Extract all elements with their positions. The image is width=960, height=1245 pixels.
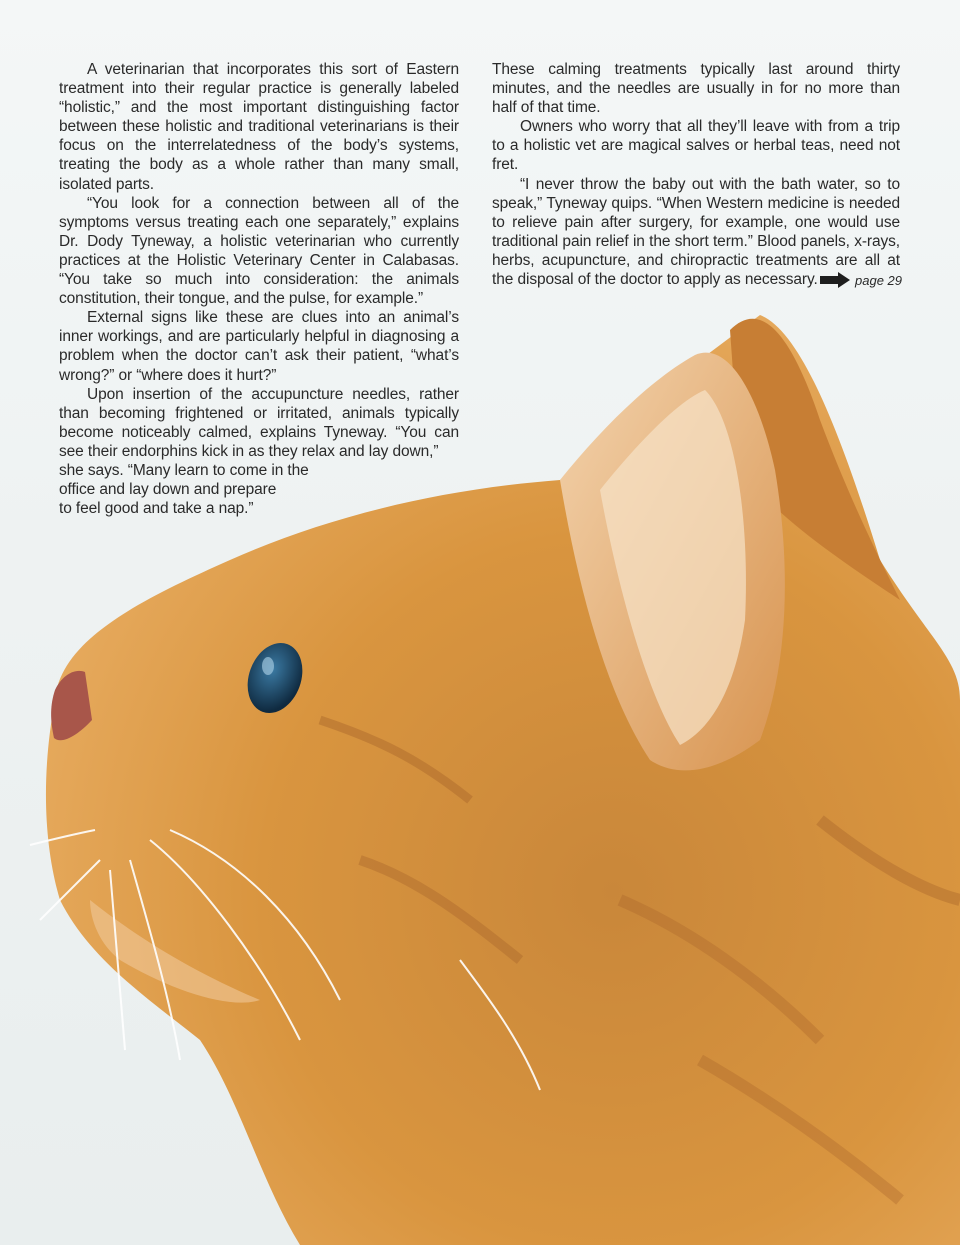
paragraph: External signs like these are clues into an animal’s inner workings, and are particularly helpful in diagnosing a problem when the doctor can’t ask their patient, “what’s wrong?” or “where does it hurt?”	[59, 309, 459, 384]
paragraph: These calming treatments typically last around thirty minutes, and the needles are usually in for no more than half of that time.	[492, 61, 900, 117]
text-line: to feel good and take a nap.”	[59, 500, 254, 518]
paragraph: Owners who worry that all they’ll leave with from a trip to a holistic vet are magical salves or herbal teas, need not fret.	[492, 118, 900, 174]
paragraph: Upon insertion of the accupuncture needles, rather than becoming frightened or irritated, animals typically become noticeably calmed, explains Tyneway. “You can see their endorphins kick in as they relax and lay down,”	[59, 385, 459, 460]
page-reference: page 29	[855, 272, 902, 288]
continued-on-page[interactable]	[820, 272, 902, 288]
paragraph: A veterinarian that incorporates this sort of Eastern treatment into their regular practice is generally labeled “holistic,” and the most important distinguishing factor between these holistic and traditional veterinarians is their focus on the interrelatedness of the body’s systems, treating the body as a whole rather than many small, isolated parts.	[59, 61, 459, 193]
text-line: office and lay down and prepare	[59, 481, 277, 499]
paragraph: “You look for a connection between all of the symptoms versus treating each one separately,” explains Dr. Dody Tyneway, a holistic veterinarian who currently practices at the Holistic Veterinary Center in Calabasas. “You take so much into consideration: the animals constitution, their tongue, and the pulse, for example.”	[59, 194, 459, 308]
text-line: she says. “Many learn to come in the	[59, 461, 309, 479]
paragraph-ragged	[59, 461, 459, 518]
paragraph: “I never throw the baby out with the bath water, so to speak,” Tyneway quips. “When Western medicine is needed to relieve pain after surgery, for example, one would use traditional pain relief in the short term.” Blood panels, x-rays, herbs, acupuncture, and chiropractic treatments are all at the disposal of the doctor to apply as necessary.	[492, 175, 900, 289]
article-right-column	[492, 60, 900, 289]
article-left-column	[59, 60, 459, 518]
arrow-right-icon	[820, 272, 850, 288]
